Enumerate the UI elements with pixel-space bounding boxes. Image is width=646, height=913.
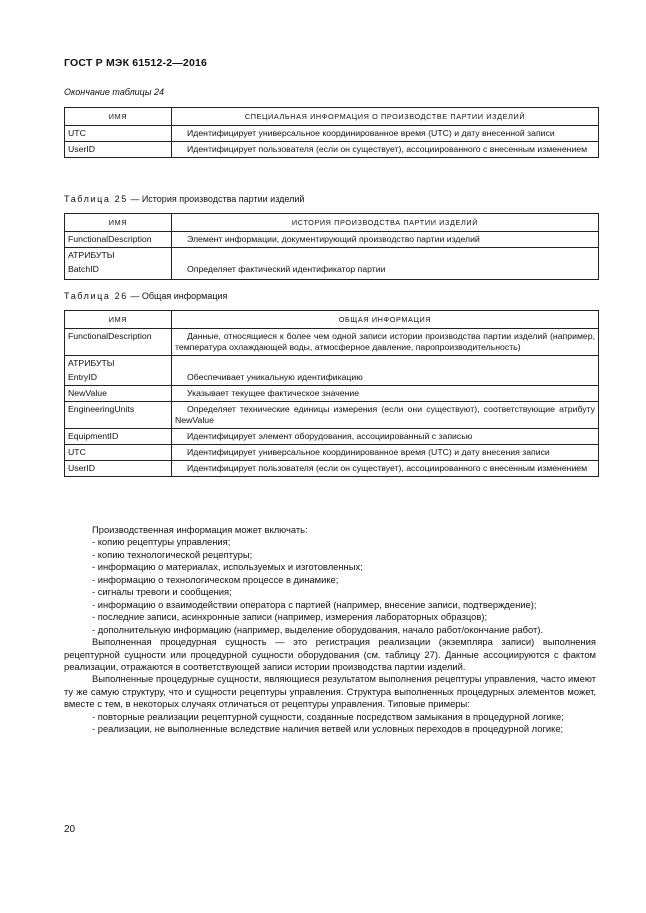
column-header-info: ОБЩАЯ ИНФОРМАЦИЯ <box>172 311 599 329</box>
table-row <box>65 429 599 445</box>
table24-caption: Окончание таблицы 24 <box>64 87 164 97</box>
cell-description: Идентифицирует универсальное координированное время (UTC) и дату внесения записи <box>172 445 599 461</box>
paragraph: Выполненная процедурная сущность — это регистрация реализации (экземпляра записи) выполнения рецептурной сущности или процедурной сущности оборудования (см. таблицу 27). Данные ассоциируются с фактом реализации, отражаются в соответствующей записи истории производства партии изделий. <box>64 636 596 672</box>
list-item: - сигналы тревоги и сообщения; <box>92 586 232 598</box>
table-24 <box>64 107 599 158</box>
table-row <box>65 329 599 356</box>
body-text <box>64 524 596 736</box>
cell-name: UserID <box>65 461 172 477</box>
cell-description: Определяет фактический идентификатор партии <box>172 248 599 278</box>
cell-name: FunctionalDescription <box>65 232 172 248</box>
page-number: 20 <box>64 824 76 835</box>
list-item: - информацию о взаимодействии оператора с партией (например, внесение записи, подтверждение); <box>92 598 537 610</box>
table-row <box>65 445 599 461</box>
attribute-name: BatchID <box>68 264 99 274</box>
paragraph: Выполненные процедурные сущности, являющиеся результатом выполнения рецептуры управления, часто имеют ту же самую структуру, что и сущности рецептуры управления. Структура выполненных процедурных элементов может, вместе с тем, в некоторых случаях отличаться от рецептуры управления. Типовые примеры: <box>64 673 596 710</box>
list-item: - копию рецептуры управления; <box>92 536 231 548</box>
list-item: - копию технологической рецептуры; <box>92 548 253 560</box>
column-header-name: ИМЯ <box>65 214 172 232</box>
column-header-info: СПЕЦИАЛЬНАЯ ИНФОРМАЦИЯ О ПРОИЗВОДСТВЕ ПАРТИИ ИЗДЕЛИЙ <box>172 108 599 126</box>
cell-name <box>65 356 172 386</box>
table-header-row <box>65 108 599 126</box>
column-header-name: ИМЯ <box>65 311 172 329</box>
cell-description: Идентифицирует элемент оборудования, ассоциированный с записью <box>172 429 599 445</box>
intro-paragraph: Производственная информация может включать: <box>92 524 308 535</box>
cell-name: UTC <box>65 126 172 142</box>
table25-caption-title: — История производства партии изделий <box>127 194 305 204</box>
table-row <box>65 461 599 477</box>
attributes-label: АТРИБУТЫ <box>68 358 115 368</box>
table25-caption-label: Таблица 25 <box>64 194 128 204</box>
attribute-name: EntryID <box>68 372 97 382</box>
table-header-row <box>65 311 599 329</box>
cell-description: Идентифицирует пользователя (если он существует), ассоциированного с внесенным изменением <box>172 142 599 158</box>
cell-name: UTC <box>65 445 172 461</box>
table25-caption <box>64 194 304 204</box>
document-header: ГОСТ Р МЭК 61512-2—2016 <box>64 57 208 69</box>
list-item: - дополнительную информацию (например, выделение оборудования, начало работ/окончание работ). <box>92 623 544 635</box>
list-item: - повторные реализации рецептурной сущности, созданные посредством замыкания в процедурной логике; <box>92 710 564 722</box>
cell-description: Идентифицирует универсальное координированное время (UTC) и дату внесенной записи <box>172 126 599 142</box>
list-item: - информацию о технологическом процессе в динамике; <box>92 573 339 585</box>
table-header-row <box>65 214 599 232</box>
list-item: - последние записи, асинхронные записи (например, измерения лабораторных образцов); <box>92 611 488 623</box>
attributes-label: АТРИБУТЫ <box>68 250 115 260</box>
cell-name: NewValue <box>65 386 172 402</box>
cell-description: Указывает текущее фактическое значение <box>172 386 599 402</box>
cell-description: Определяет технические единицы измерения (если они существуют), соответствующие атрибуту NewValue <box>172 402 599 429</box>
table-row <box>65 402 599 429</box>
table26-caption-label: Таблица 26 <box>64 291 128 301</box>
table26-caption <box>64 291 227 301</box>
table-row <box>65 126 599 142</box>
cell-description: Идентифицирует пользователя (если он существует), ассоциированного с внесенным изменением <box>172 461 599 477</box>
table-26 <box>64 310 599 477</box>
column-header-name: ИМЯ <box>65 108 172 126</box>
cell-name: EngineeringUnits <box>65 402 172 429</box>
table-row <box>65 248 599 278</box>
cell-name: FunctionalDescription <box>65 329 172 356</box>
cell-name: UserID <box>65 142 172 158</box>
cell-name: EquipmentID <box>65 429 172 445</box>
cell-description: Обеспечивает уникальную идентификацию <box>172 356 599 386</box>
table-row <box>65 142 599 158</box>
cell-description: Данные, относящиеся к более чем одной записи истории производства партии изделий (например, температура охлаждающей воды, атмосферное давление, паропроизводительность) <box>172 329 599 356</box>
column-header-info: ИСТОРИЯ ПРОИЗВОДСТВА ПАРТИИ ИЗДЕЛИЙ <box>172 214 599 232</box>
cell-name <box>65 248 172 278</box>
table-row <box>65 386 599 402</box>
list-item: - информацию о материалах, используемых и изготовленных; <box>92 561 363 573</box>
table26-caption-title: — Общая информация <box>127 291 228 301</box>
table-25 <box>64 213 599 280</box>
table-row <box>65 232 599 248</box>
list-item: - реализации, не выполненные вследствие наличия ветвей или условных переходов в процедурной логике; <box>92 723 564 735</box>
cell-description: Элемент информации, документирующий производство партии изделий <box>172 232 599 248</box>
table-row <box>65 356 599 386</box>
